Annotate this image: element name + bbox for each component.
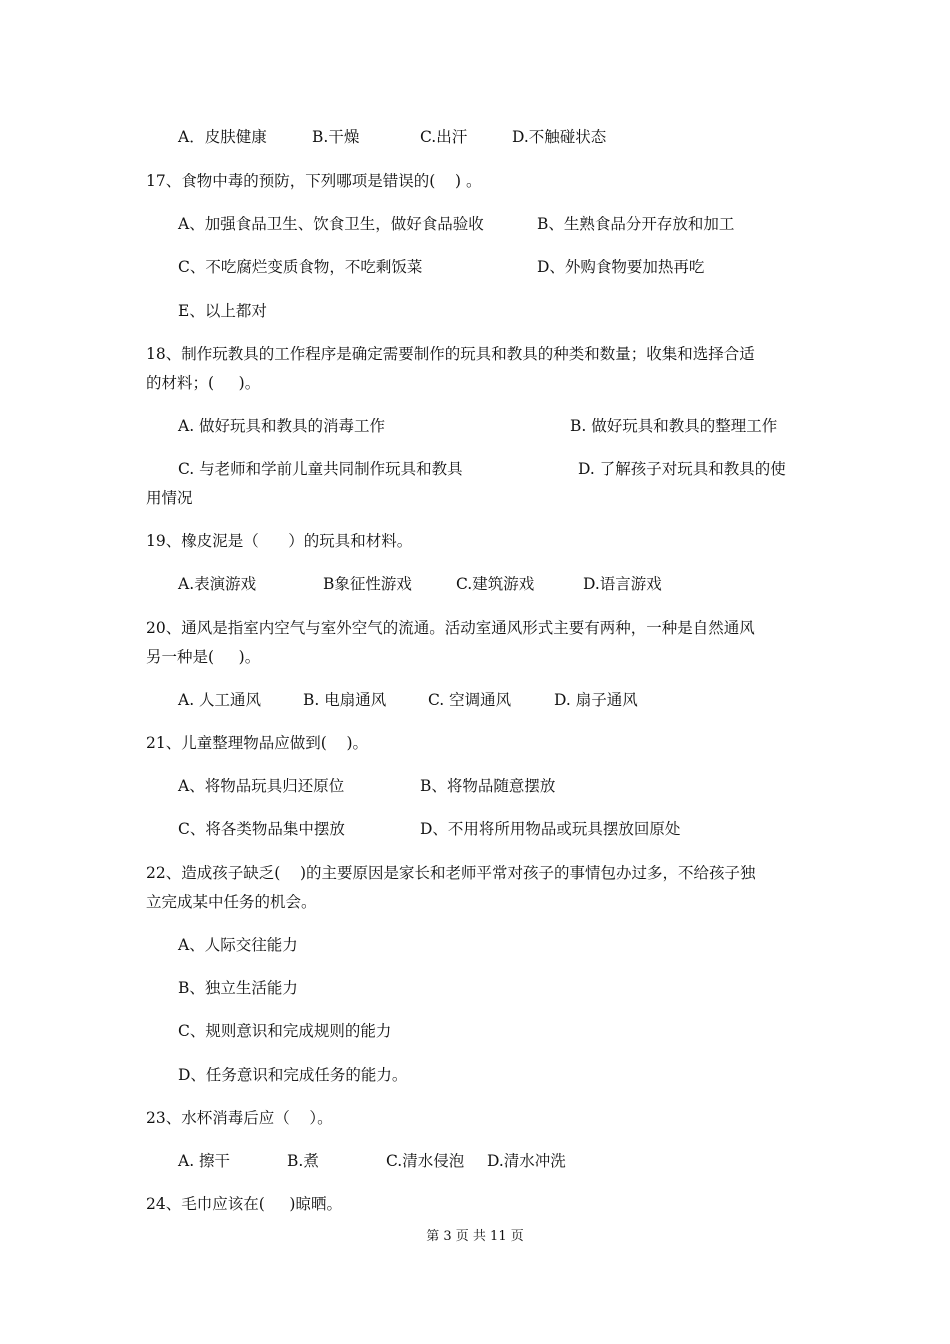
q18-option-d-continued: 用情况 (146, 489, 193, 507)
q22-stem-line2: 立完成某中任务的机会。 (146, 893, 317, 911)
q23-option-c: C.清水侵泡 (386, 1152, 465, 1170)
q16-option-a: A．皮肤健康 (178, 128, 267, 146)
q16-option-d: D.不触碰状态 (512, 128, 607, 146)
q18-option-c: C. 与老师和学前儿童共同制作玩具和教具 (178, 460, 463, 478)
q20-option-b: B. 电扇通风 (303, 691, 387, 709)
q22-option-d: D、任务意识和完成任务的能力。 (178, 1066, 408, 1084)
q19-option-d: D.语言游戏 (583, 575, 662, 593)
q23-option-a: A. 擦干 (178, 1152, 231, 1170)
q22-option-a: A、人际交往能力 (178, 936, 298, 954)
q17-option-e: E、以上都对 (178, 302, 267, 320)
q24-stem: 24、毛巾应该在( )晾晒。 (146, 1195, 342, 1213)
q21-option-d: D、不用将所用物品或玩具摆放回原处 (420, 820, 681, 838)
q20-stem-line2: 另一种是( )。 (146, 648, 261, 666)
q22-option-b: B、独立生活能力 (178, 979, 298, 997)
q17-option-a: A、加强食品卫生、饮食卫生，做好食品验收 (178, 215, 484, 233)
q17-option-d: D、外购食物要加热再吃 (537, 258, 705, 276)
q19-option-c: C.建筑游戏 (456, 575, 535, 593)
q18-stem-line2: 的材料；( )。 (146, 374, 261, 392)
q16-option-b: B.干燥 (312, 128, 360, 146)
page-footer: 第 3 页 共 11 页 (426, 1229, 524, 1244)
q21-stem: 21、儿童整理物品应做到( )。 (146, 734, 369, 752)
q18-stem-line1: 18、制作玩教具的工作程序是确定需要制作的玩具和教具的种类和数量；收集和选择合适 (146, 345, 755, 363)
q20-option-c: C. 空调通风 (428, 691, 512, 709)
q17-option-c: C、不吃腐烂变质食物，不吃剩饭菜 (178, 258, 423, 276)
q21-option-b: B、将物品随意摆放 (420, 777, 556, 795)
q21-option-a: A、将物品玩具归还原位 (178, 777, 345, 795)
q23-option-b: B.煮 (287, 1152, 319, 1170)
q17-option-b: B、生熟食品分开存放和加工 (537, 215, 735, 233)
q23-stem: 23、水杯消毒后应（ ）。 (146, 1109, 333, 1127)
q18-option-b: B. 做好玩具和教具的整理工作 (570, 417, 778, 435)
q18-option-a: A. 做好玩具和教具的消毒工作 (178, 417, 386, 435)
q17-stem: 17、食物中毒的预防，下列哪项是错误的( ) 。 (146, 172, 482, 190)
q20-option-a: A. 人工通风 (178, 691, 262, 709)
q19-option-b: B象征性游戏 (323, 575, 412, 593)
q22-option-c: C、规则意识和完成规则的能力 (178, 1022, 392, 1040)
q19-stem: 19、橡皮泥是（ ）的玩具和材料。 (146, 532, 413, 550)
q22-stem-line1: 22、造成孩子缺乏( )的主要原因是家长和老师平常对孩子的事情包办过多，不给孩子独 (146, 864, 756, 882)
q20-stem-line1: 20、通风是指室内空气与室外空气的流通。活动室通风形式主要有两种，一种是自然通风 (146, 619, 755, 637)
q18-option-d: D. 了解孩子对玩具和教具的使 (578, 460, 786, 478)
q20-option-d: D. 扇子通风 (554, 691, 638, 709)
q16-option-c: C.出汗 (420, 128, 468, 146)
q21-option-c: C、将各类物品集中摆放 (178, 820, 345, 838)
q19-option-a: A.表演游戏 (178, 575, 257, 593)
q23-option-d: D.清水冲洗 (487, 1152, 566, 1170)
